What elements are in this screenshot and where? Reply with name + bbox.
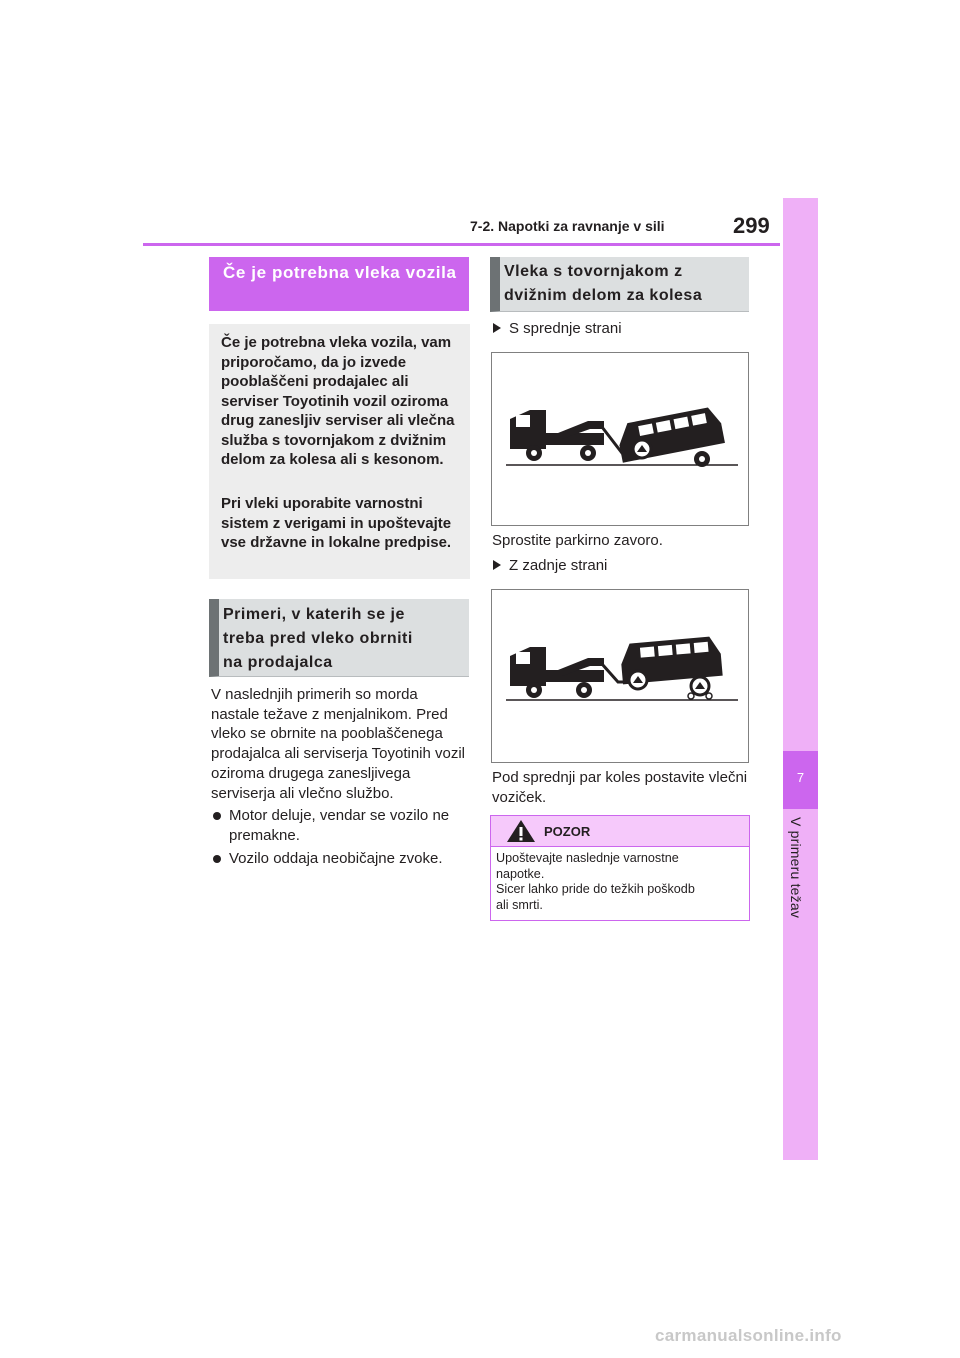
bullet-text: Vozilo oddaja neobičajne zvoke. [229, 850, 443, 867]
chapter-side-strip [783, 198, 818, 1160]
bullet-dot-icon [213, 812, 221, 820]
info-paragraph-2: Pri vleki uporabite varnostni sistem z verigami in upoštevajte vse državne in lokalne predpise. [221, 495, 452, 551]
rear-tow-truck-icon [492, 590, 748, 762]
header-divider [143, 243, 780, 246]
triangle-bullet-icon [493, 560, 501, 570]
page-number: 299 [733, 213, 770, 238]
warning-triangle-icon [506, 819, 536, 843]
rear-tow-illustration [491, 589, 749, 763]
towing-heading-text: Če je potrebna vleka vozila [223, 263, 457, 282]
dealer-heading-line-3: na prodajalca [223, 654, 333, 671]
caution-line: Upoštevajte naslednje varnostne [496, 851, 679, 865]
wheel-lift-heading-line-2: dvižnim delom za kolesa [504, 287, 703, 304]
towing-section-heading [209, 257, 469, 311]
rear-subheading-text: Z zadnje strani [509, 557, 608, 574]
dealer-heading-text [223, 603, 413, 675]
caution-title: POZOR [544, 824, 591, 839]
chapter-label: V primeru težav [788, 817, 804, 919]
towing-info-box [209, 324, 470, 579]
bullet-item [213, 806, 469, 845]
bullet-item [213, 849, 469, 869]
bullet-text: Motor deluje, vendar se vozilo ne premakne. [229, 807, 450, 844]
caution-line: ali smrti. [496, 897, 543, 912]
caution-line: Sicer lahko pride do težkih poškodb [496, 882, 695, 897]
dealer-paragraph: V naslednjih primerih so morda nastale težave z menjalnikom. Pred vleko se obrnite na pooblaščenega prodajalca ali serviserja Toyotinih vozil oziroma drugega zanesljivega serviserja ali vlečno službo. [211, 686, 466, 802]
dealer-heading-line-2: treba pred vleko obrniti [223, 630, 413, 647]
dealer-section-heading [209, 599, 469, 677]
triangle-bullet-icon [493, 323, 501, 333]
front-subheading [493, 319, 749, 339]
front-subheading-text: S sprednje strani [509, 320, 622, 337]
caution-header [491, 816, 749, 847]
bullet-dot-icon [213, 855, 221, 863]
front-note: Sprostite parkirno zavoro. [492, 532, 663, 549]
chapter-number: 7 [796, 770, 805, 785]
info-paragraph-1: Če je potrebna vleka vozila, vam priporočamo, da jo izvede pooblaščeni prodajalec ali serviser Toyotinih vozil oziroma drug zanesljiv serviser ali vlečna služba s tovornjakom z dvižnim delom za kolesa ali s kesonom. [221, 334, 455, 468]
rear-note: Pod sprednji par koles postavite vlečni voziček. [492, 769, 748, 806]
rear-subheading [493, 556, 749, 576]
caution-line: napotke. [496, 866, 545, 881]
front-tow-illustration [491, 352, 749, 526]
wheel-lift-heading-line-1: Vleka s tovornjakom z [504, 263, 683, 280]
caution-text [496, 851, 744, 913]
dealer-heading-line-1: Primeri, v katerih se je [223, 606, 405, 623]
caution-box [490, 815, 750, 921]
wheel-lift-section-heading [490, 257, 749, 312]
watermark: carmanualsonline.info [655, 1326, 842, 1345]
wheel-lift-heading-text [504, 260, 702, 308]
section-title: 7-2. Napotki za ravnanje v sili [470, 218, 665, 234]
front-tow-truck-icon [492, 353, 748, 525]
